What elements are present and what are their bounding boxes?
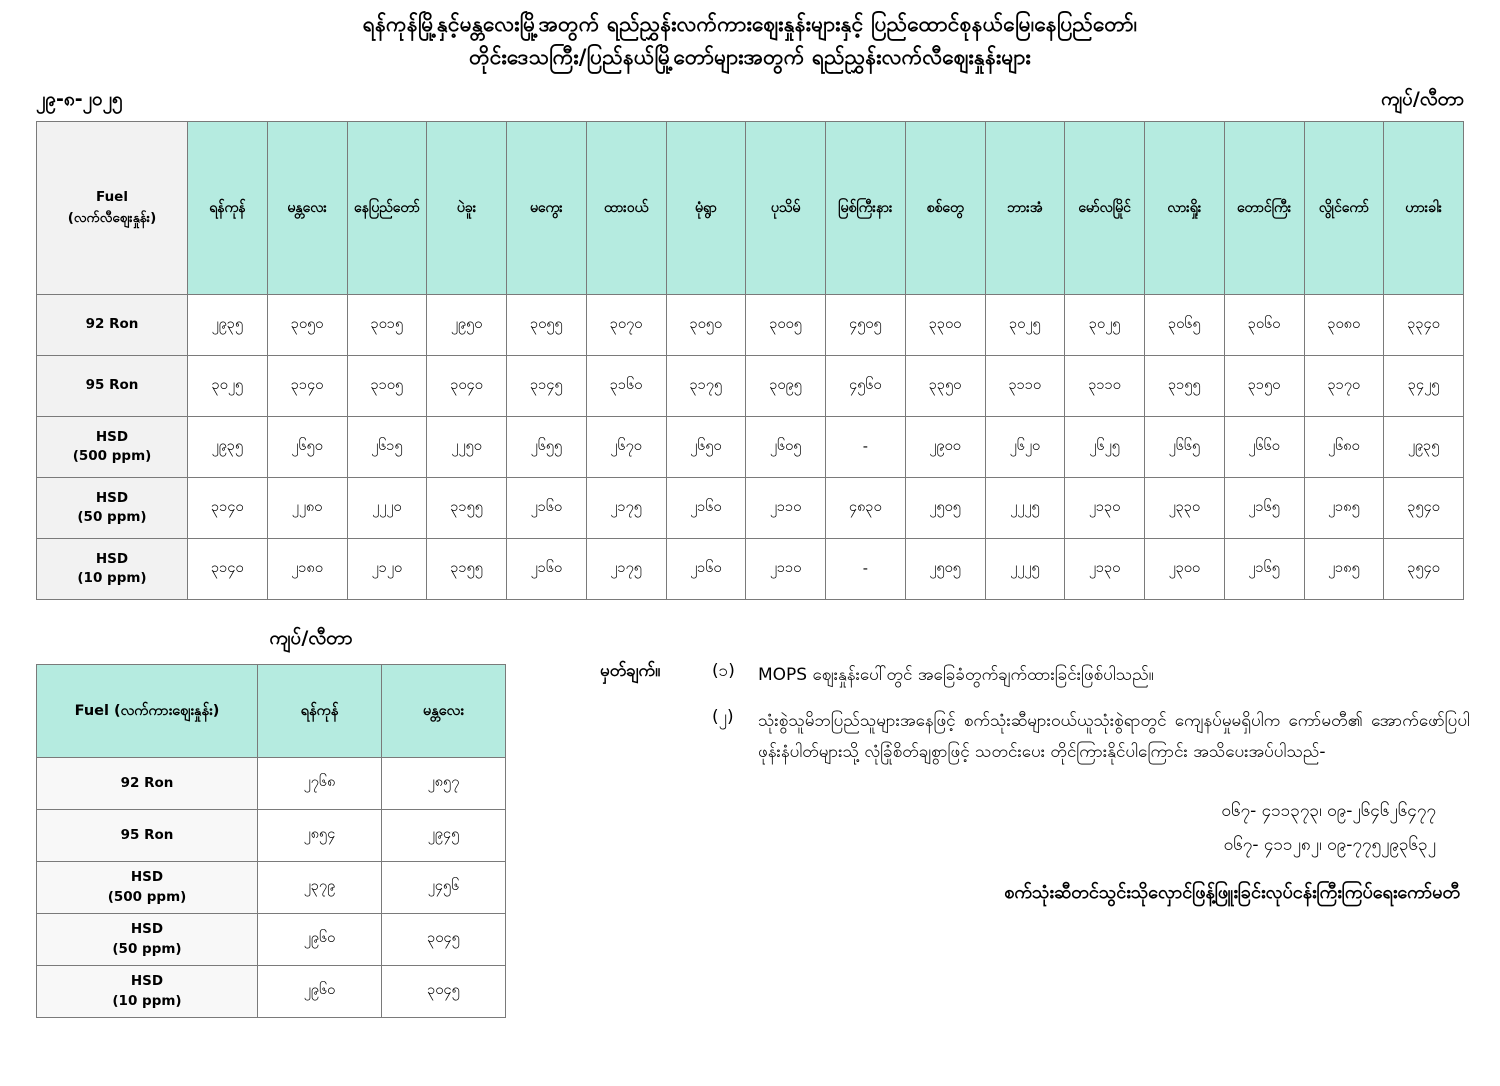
cell-hsd500-14: ၂၆၈၀ xyxy=(1304,417,1384,478)
cell-hsd10-2: ၂၁၂၀ xyxy=(347,539,427,600)
cell-hsd10-15: ၃၅၄၀ xyxy=(1384,539,1464,600)
table-row xyxy=(37,417,1464,478)
cell-95ron-10: ၃၁၁၀ xyxy=(985,356,1065,417)
cell-hsd500-4: ၂၆၅၅ xyxy=(507,417,587,478)
cell-hsd10-1: ၂၁၈၀ xyxy=(267,539,347,600)
cell-hsd50-13: ၂၁၆၅ xyxy=(1224,478,1304,539)
table-row xyxy=(37,862,506,914)
cell-hsd50-1: ၂၂၈၀ xyxy=(267,478,347,539)
cell-hsd50-8: ၄၈၃၀ xyxy=(826,478,906,539)
row-header-wholesale-hsd-10ppm xyxy=(37,966,258,1018)
note-item-1 xyxy=(600,660,1470,691)
cell-hsd500-11: ၂၆၂၅ xyxy=(1065,417,1145,478)
cell-hsd50-14: ၂၁၈၅ xyxy=(1304,478,1384,539)
cell-92ron-4: ၃၀၅၅ xyxy=(507,295,587,356)
row-label-line1: HSD xyxy=(95,550,129,567)
row-header-hsd-50ppm xyxy=(37,478,188,539)
table-row xyxy=(37,914,506,966)
meta-row xyxy=(36,87,1464,115)
row-label-line2: (10 ppm) xyxy=(77,570,147,587)
cell-hsd10-0: ၃၁၄၀ xyxy=(188,539,268,600)
retail-price-table-wrap xyxy=(36,121,1464,600)
cell-92ron-9: ၃၃၀၀ xyxy=(905,295,985,356)
cell-hsd10-7: ၂၁၁၀ xyxy=(746,539,826,600)
cell-95ron-5: ၃၁၆၀ xyxy=(586,356,666,417)
row-header-hsd-500ppm xyxy=(37,417,188,478)
cell-92ron-14: ၃၀၈၀ xyxy=(1304,295,1384,356)
table-row xyxy=(37,539,1464,600)
row-label-line2: (500 ppm) xyxy=(107,888,187,905)
cell-95ron-8: ၄၅၆၀ xyxy=(826,356,906,417)
contact-line-1: ၀၆၇- ၄၁၁၃၇၃၊ ၀၉-၂၆၄၆၂၆၄၇၇ xyxy=(1221,801,1436,822)
column-header-city-6: မုံရွာ xyxy=(666,122,746,295)
cell-92ron-11: ၃၀၂၅ xyxy=(1065,295,1145,356)
cell-hsd10-3: ၃၁၅၅ xyxy=(427,539,507,600)
note-text-2: သုံးစွဲသူမိဘပြည်သူများအနေဖြင့် စက်သုံးဆီများဝယ်ယူသုံးစွဲရာတွင် ကျေနပ်မှုမရှိပါက ကော်မတီ၏ အောက်ဖော်ပြပါဖုန်းနံပါတ်များသို့ လုံခြုံစိတ်ချစွာဖြင့် သတင်းပေး တိုင်ကြားနိုင်ပါကြောင်း အသိပေးအပ်ပါသည်- xyxy=(758,710,1470,762)
column-header-city-3: ပဲခူး xyxy=(427,122,507,295)
retail-price-table xyxy=(36,121,1464,600)
wholesale-table-body xyxy=(37,758,506,1018)
cell-wholesale-hsd500-1: ၂၄၅၆ xyxy=(382,862,506,914)
row-label-line1: 92 Ron xyxy=(85,316,139,333)
cell-hsd10-4: ၂၁၆၀ xyxy=(507,539,587,600)
unit-label-2: ကျပ်/လီတာ xyxy=(269,627,353,650)
row-label-line1: HSD xyxy=(95,489,129,506)
cell-wholesale-95ron-1: ၂၉၄၅ xyxy=(382,810,506,862)
retail-price-table-head xyxy=(37,122,1464,295)
cell-92ron-10: ၃၀၂၅ xyxy=(985,295,1065,356)
column-header-city-4: မကွေး xyxy=(507,122,587,295)
row-label-line1: 92 Ron xyxy=(120,774,174,791)
column-header-city-13: တောင်ကြီး xyxy=(1224,122,1304,295)
notes-label: မှတ်ချက်။ xyxy=(600,661,661,682)
cell-hsd50-10: ၂၂၂၅ xyxy=(985,478,1065,539)
fuel-header-line1: Fuel xyxy=(96,188,128,205)
cell-95ron-0: ၃၀၂၅ xyxy=(188,356,268,417)
cell-hsd500-2: ၂၆၁၅ xyxy=(347,417,427,478)
cell-hsd10-14: ၂၁၈၅ xyxy=(1304,539,1384,600)
wholesale-section xyxy=(36,626,556,1018)
row-header-wholesale-95ron xyxy=(37,810,258,862)
cell-wholesale-92ron-0: ၂၇၆၈ xyxy=(258,758,382,810)
unit-label: ကျပ်/လီတာ xyxy=(1381,88,1464,111)
cell-95ron-2: ၃၁၀၅ xyxy=(347,356,427,417)
cell-hsd10-9: ၂၅၀၅ xyxy=(905,539,985,600)
cell-hsd10-10: ၂၂၂၅ xyxy=(985,539,1065,600)
cell-hsd50-0: ၃၁၄၀ xyxy=(188,478,268,539)
table-header-row xyxy=(37,122,1464,295)
cell-92ron-0: ၂၉၃၅ xyxy=(188,295,268,356)
column-header-city-2: နေပြည်တော် xyxy=(347,122,427,295)
cell-95ron-11: ၃၁၁၀ xyxy=(1065,356,1145,417)
column-header-wholesale-city-0: ရန်ကုန် xyxy=(258,665,382,758)
cell-95ron-1: ၃၁၄၀ xyxy=(267,356,347,417)
column-header-city-10: ဘားအံ xyxy=(985,122,1065,295)
row-header-wholesale-92ron xyxy=(37,758,258,810)
cell-95ron-6: ၃၁၇၅ xyxy=(666,356,746,417)
cell-hsd10-13: ၂၁၆၅ xyxy=(1224,539,1304,600)
row-label-line1: HSD xyxy=(130,973,164,990)
column-header-city-11: မော်လမြိုင် xyxy=(1065,122,1145,295)
note-text-1: MOPS ဈေးနှုန်းပေါ်တွင် အခြေခံတွက်ချက်ထားခြင်းဖြစ်ပါသည်။ xyxy=(758,665,1154,686)
row-label-line1: HSD xyxy=(95,428,129,445)
cell-hsd50-7: ၂၁၁၀ xyxy=(746,478,826,539)
cell-95ron-13: ၃၁၅၀ xyxy=(1224,356,1304,417)
column-header-city-8: မြစ်ကြီးနား xyxy=(826,122,906,295)
note-number-2: (၂) xyxy=(712,706,734,727)
cell-hsd500-3: ၂၂၅၀ xyxy=(427,417,507,478)
row-header-hsd-10ppm xyxy=(37,539,188,600)
row-label-line1: HSD xyxy=(130,869,164,886)
cell-hsd50-12: ၂၃၃၀ xyxy=(1145,478,1225,539)
page-title xyxy=(0,0,1500,73)
title-line-1: ရန်ကုန်မြို့နှင့်မန္တလေးမြို့အတွက် ရည်ညွှန်းလက်ကားဈေးနှုန်းများနှင့် ပြည်ထောင်စုနယ်မြေ၊နေပြည်တော်၊ xyxy=(362,12,1138,36)
column-header-city-9: စစ်တွေ xyxy=(905,122,985,295)
cell-hsd500-12: ၂၆၆၅ xyxy=(1145,417,1225,478)
cell-92ron-3: ၂၉၅၀ xyxy=(427,295,507,356)
fuel-header2-line1: Fuel xyxy=(74,702,109,719)
cell-hsd50-9: ၂၅၀၅ xyxy=(905,478,985,539)
fuel-header-line2: (လက်လီဈေးနှုန်း) xyxy=(67,210,157,227)
cell-hsd500-15: ၂၉၃၅ xyxy=(1384,417,1464,478)
cell-95ron-3: ၃၀၄၀ xyxy=(427,356,507,417)
table-row xyxy=(37,356,1464,417)
cell-95ron-4: ၃၁၄၅ xyxy=(507,356,587,417)
table-row xyxy=(37,295,1464,356)
retail-price-table-body xyxy=(37,295,1464,600)
table-row xyxy=(37,758,506,810)
cell-wholesale-hsd50-0: ၂၉၆၀ xyxy=(258,914,382,966)
cell-92ron-15: ၃၃၄၀ xyxy=(1384,295,1464,356)
row-label-line1: 95 Ron xyxy=(120,826,174,843)
notes-section xyxy=(600,626,1470,907)
cell-92ron-8: ၄၅၀၅ xyxy=(826,295,906,356)
cell-95ron-14: ၃၁၇၀ xyxy=(1304,356,1384,417)
cell-hsd10-5: ၂၁၇၅ xyxy=(586,539,666,600)
cell-hsd500-7: ၂၆၀၅ xyxy=(746,417,826,478)
row-label-line1: HSD xyxy=(130,921,164,938)
row-label-line2: (500 ppm) xyxy=(72,448,152,465)
cell-hsd10-8: - xyxy=(826,539,906,600)
row-label-line2: (50 ppm) xyxy=(112,940,182,957)
cell-hsd500-9: ၂၉၀၀ xyxy=(905,417,985,478)
row-header-92ron xyxy=(37,295,188,356)
cell-hsd500-5: ၂၆၇၀ xyxy=(586,417,666,478)
cell-95ron-12: ၃၁၅၅ xyxy=(1145,356,1225,417)
column-header-city-5: ထားဝယ် xyxy=(586,122,666,295)
title-line-2: တိုင်းဒေသကြီး/ပြည်နယ်မြို့တော်များအတွက် ရည်ညွှန်းလက်လီဈေးနှုန်းများ xyxy=(469,44,1031,69)
row-header-wholesale-hsd-500ppm xyxy=(37,862,258,914)
cell-92ron-12: ၃၀၆၅ xyxy=(1145,295,1225,356)
cell-wholesale-hsd10-1: ၃၀၄၅ xyxy=(382,966,506,1018)
row-header-wholesale-hsd-50ppm xyxy=(37,914,258,966)
cell-hsd500-0: ၂၉၃၅ xyxy=(188,417,268,478)
cell-hsd10-6: ၂၁၆၀ xyxy=(666,539,746,600)
wholesale-table-head xyxy=(37,665,506,758)
wholesale-price-table xyxy=(36,664,506,1018)
column-header-city-12: လားရှိုး xyxy=(1145,122,1225,295)
cell-95ron-7: ၃၀၉၅ xyxy=(746,356,826,417)
column-header-wholesale-city-1: မန္တလေး xyxy=(382,665,506,758)
cell-92ron-1: ၃၀၅၀ xyxy=(267,295,347,356)
cell-wholesale-hsd10-0: ၂၉၆၀ xyxy=(258,966,382,1018)
cell-hsd500-13: ၂၆၆၀ xyxy=(1224,417,1304,478)
row-label-line2: (50 ppm) xyxy=(77,509,147,526)
cell-hsd500-8: - xyxy=(826,417,906,478)
cell-hsd50-15: ၃၅၄၀ xyxy=(1384,478,1464,539)
column-header-city-7: ပုသိမ် xyxy=(746,122,826,295)
fuel-header2-line2: (လက်ကားဈေးနှုန်း) xyxy=(114,702,220,719)
cell-hsd50-6: ၂၁၆၀ xyxy=(666,478,746,539)
column-header-city-15: ဟားခါး xyxy=(1384,122,1464,295)
cell-wholesale-hsd500-0: ၂၃၇၉ xyxy=(258,862,382,914)
footer-organization: စက်သုံးဆီတင်သွင်းသိုလှောင်ဖြန့်ဖြူးခြင်းလုပ်ငန်းကြီးကြပ်ရေးကော်မတီ xyxy=(1004,882,1460,904)
table-header-row xyxy=(37,665,506,758)
cell-hsd50-4: ၂၁၆၀ xyxy=(507,478,587,539)
cell-92ron-13: ၃၀၆၀ xyxy=(1224,295,1304,356)
cell-hsd50-3: ၃၁၅၅ xyxy=(427,478,507,539)
cell-hsd50-5: ၂၁၇၅ xyxy=(586,478,666,539)
cell-hsd500-10: ၂၆၂၀ xyxy=(985,417,1065,478)
row-label-line1: 95 Ron xyxy=(85,377,139,394)
row-header-95ron xyxy=(37,356,188,417)
cell-92ron-6: ၃၀၅၀ xyxy=(666,295,746,356)
contact-numbers xyxy=(600,794,1470,862)
cell-hsd500-6: ၂၆၅၀ xyxy=(666,417,746,478)
cell-95ron-15: ၃၄၂၅ xyxy=(1384,356,1464,417)
column-header-city-0: ရန်ကုန် xyxy=(188,122,268,295)
table-row xyxy=(37,478,1464,539)
cell-hsd500-1: ၂၆၅၀ xyxy=(267,417,347,478)
cell-wholesale-hsd50-1: ၃၀၄၅ xyxy=(382,914,506,966)
row-label-line2: (10 ppm) xyxy=(112,992,182,1009)
table-row xyxy=(37,966,506,1018)
column-header-fuel xyxy=(37,122,188,295)
cell-wholesale-92ron-1: ၂၈၅၇ xyxy=(382,758,506,810)
column-header-city-1: မန္တလေး xyxy=(267,122,347,295)
note-number-1: (၁) xyxy=(712,661,735,682)
column-header-fuel-wholesale xyxy=(37,665,258,758)
table-row xyxy=(37,810,506,862)
cell-hsd10-12: ၂၃၀၀ xyxy=(1145,539,1225,600)
note-item-2 xyxy=(600,706,1470,769)
lower-section xyxy=(0,626,1500,1018)
cell-92ron-7: ၃၀၀၅ xyxy=(746,295,826,356)
column-header-city-14: လွိုင်ကော် xyxy=(1304,122,1384,295)
date-label: ၂၉-၈-၂၀၂၅ xyxy=(36,88,123,111)
cell-92ron-5: ၃၀၇၀ xyxy=(586,295,666,356)
contact-line-2: ၀၆၇- ၄၁၁၂၈၂၊ ၀၉-၇၇၅၂၉၃၆၃၂ xyxy=(1223,835,1436,856)
cell-92ron-2: ၃၀၁၅ xyxy=(347,295,427,356)
cell-hsd10-11: ၂၁၃၀ xyxy=(1065,539,1145,600)
cell-wholesale-95ron-0: ၂၈၅၄ xyxy=(258,810,382,862)
cell-hsd50-11: ၂၁၃၀ xyxy=(1065,478,1145,539)
cell-95ron-9: ၃၃၅၀ xyxy=(905,356,985,417)
cell-hsd50-2: ၂၂၂၀ xyxy=(347,478,427,539)
